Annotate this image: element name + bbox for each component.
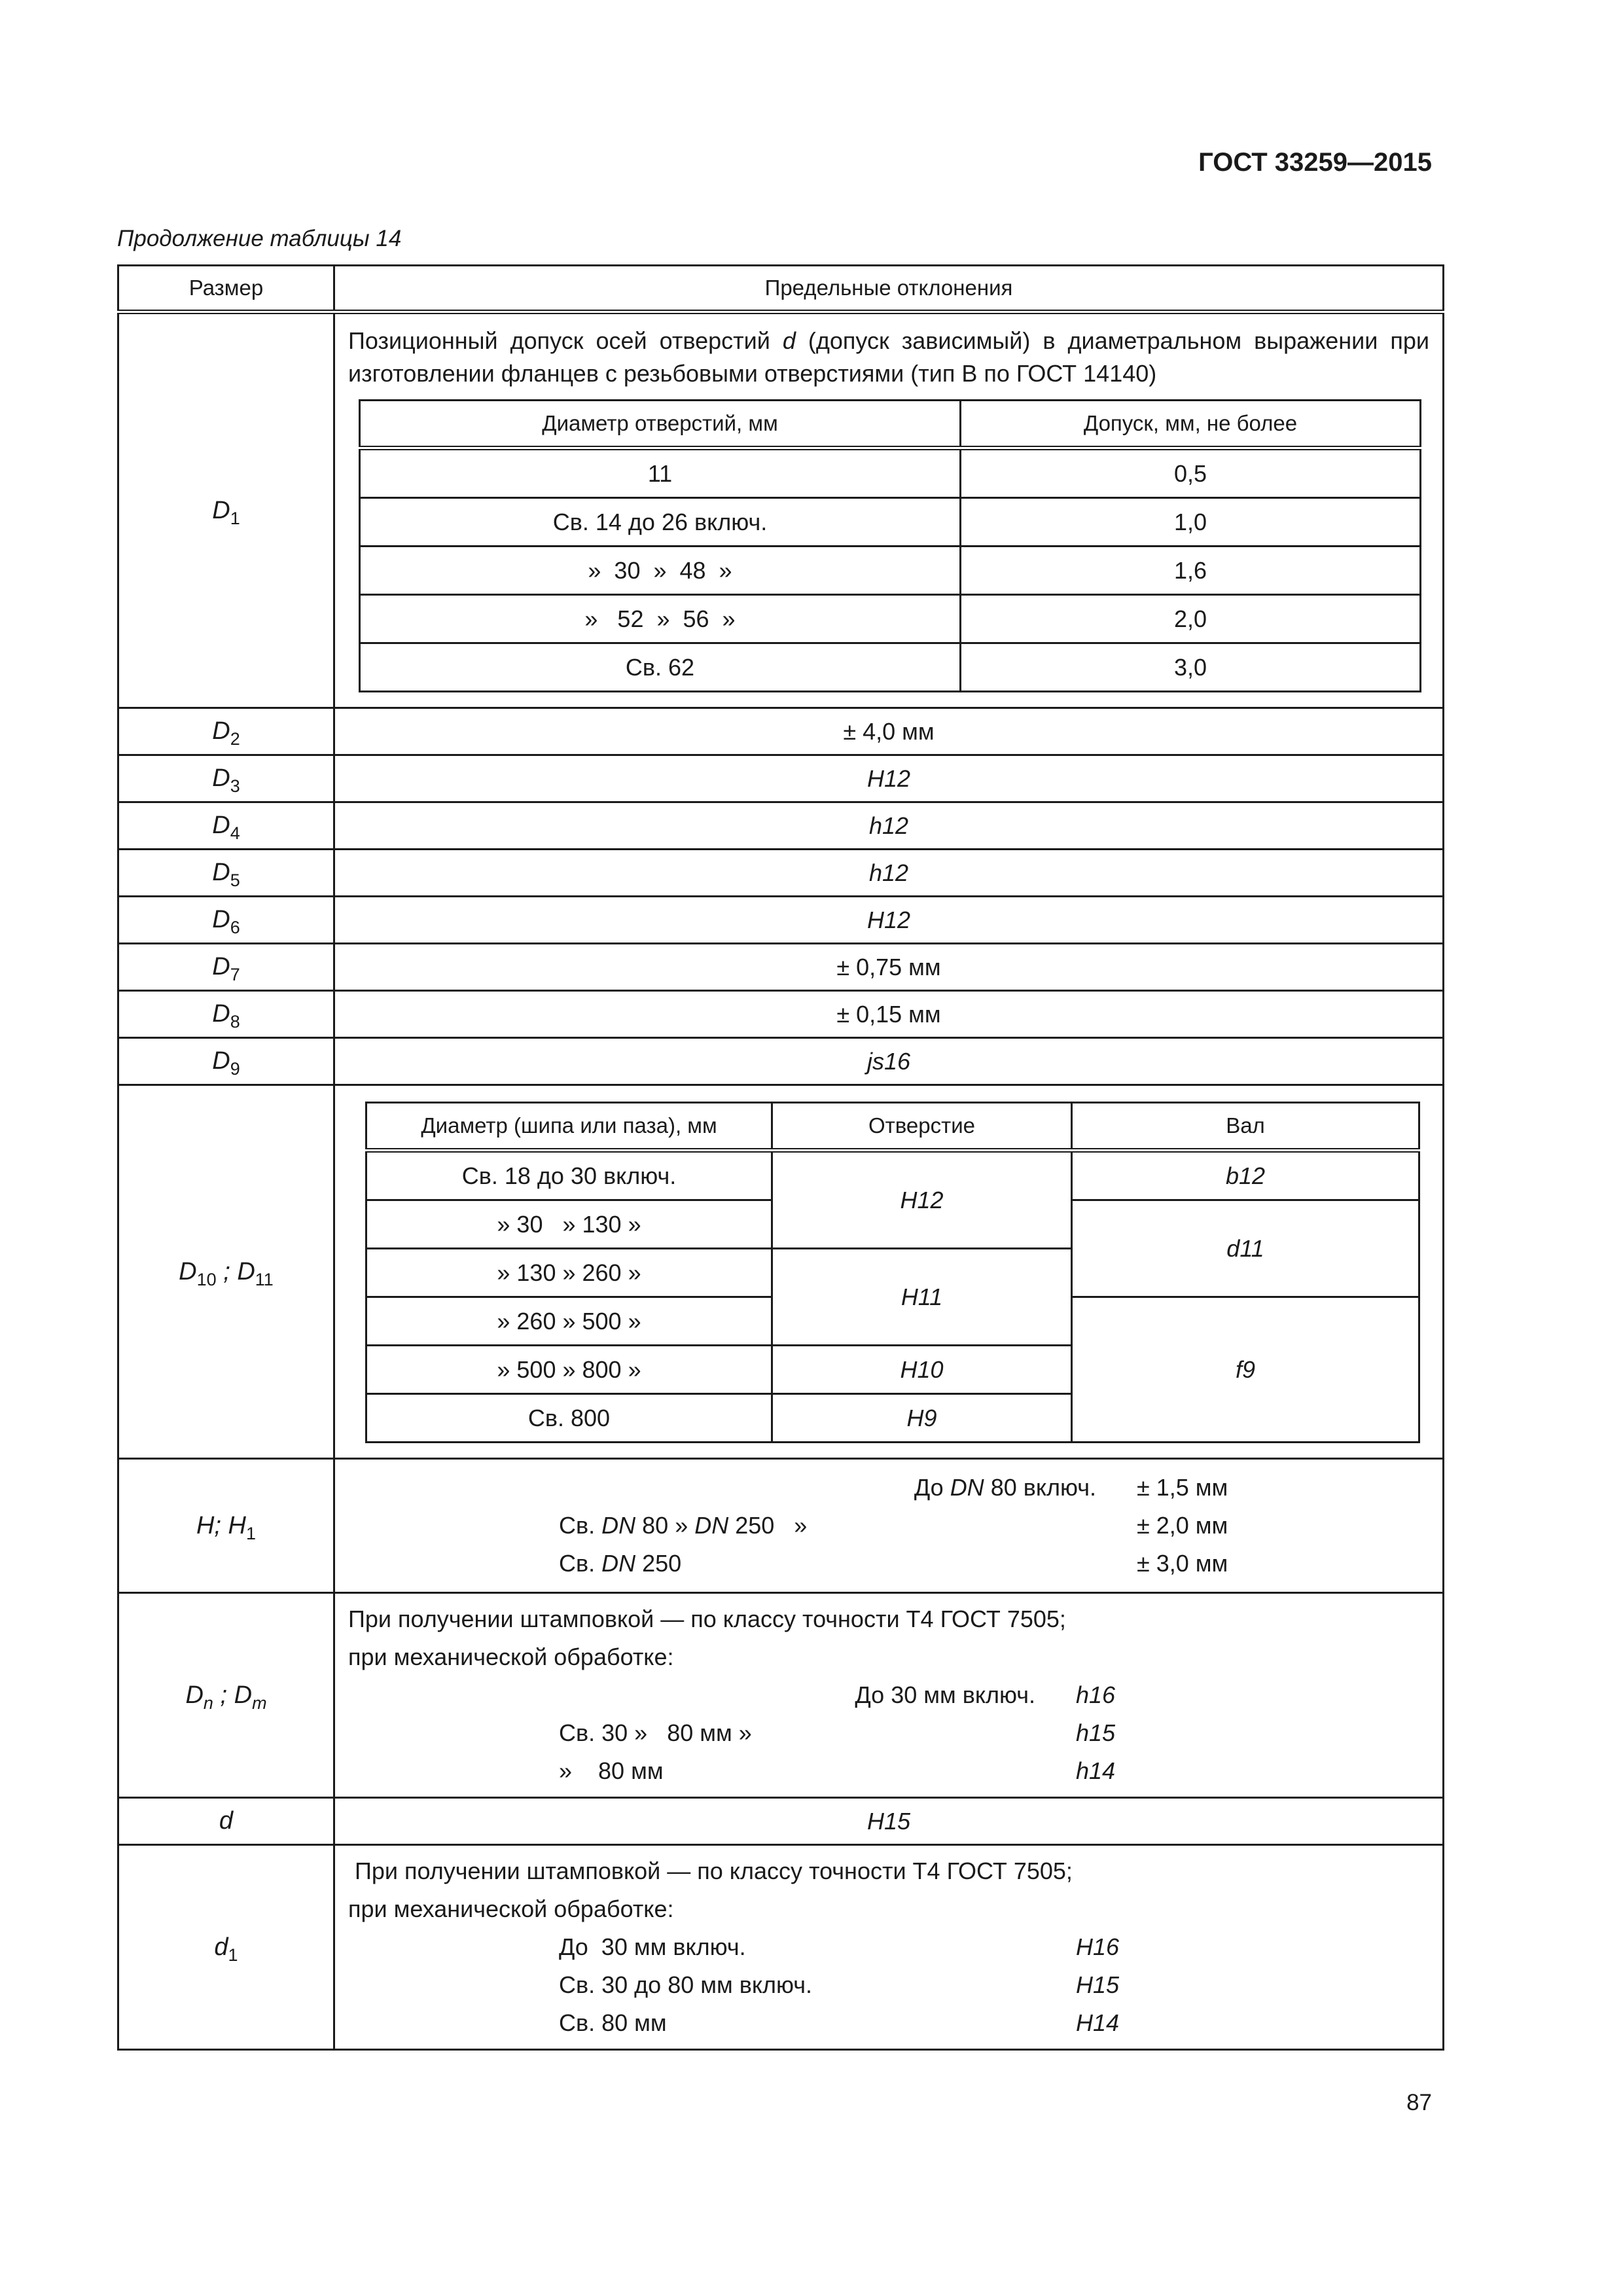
cell-shaft: d11 [1072, 1200, 1419, 1297]
row-label-d1: $D_1$ [118, 312, 334, 708]
tolerance-key: До 30 мм включ. [855, 1681, 1035, 1708]
tolerance-key: Св. 80 мм [559, 2009, 667, 2036]
cell-shaft: f9 [1072, 1297, 1419, 1443]
list-item [348, 1545, 1429, 1583]
tolerance-value: H15 [1076, 1971, 1120, 1998]
document-header: ГОСТ 33259—2015 [1198, 148, 1432, 177]
cell-tolerance: 0,5 [961, 448, 1421, 498]
row-label: $D_7$ [118, 944, 334, 991]
row-label: $D_9$ [118, 1038, 334, 1085]
row-label: $D_5$ [118, 850, 334, 897]
cell-diameter: » 130 » 260 » [366, 1249, 772, 1297]
table-caption: Продолжение таблицы 14 [117, 226, 402, 251]
cell-hole: H11 [772, 1249, 1072, 1346]
column-header-deviations: Предельные отклонения [334, 266, 1444, 312]
table-row [360, 448, 1421, 498]
table-row [360, 498, 1421, 547]
table-row-d1-small [118, 1845, 1444, 2050]
row-value: js16 [334, 1038, 1444, 1085]
row-value: h12 [334, 802, 1444, 850]
list-item [348, 1714, 1429, 1752]
row-label: $D_8$ [118, 991, 334, 1038]
d1-hole-tolerance-table [359, 399, 1421, 692]
list-item [348, 2004, 1429, 2042]
row-value: ± 0,15 мм [334, 991, 1444, 1038]
tolerance-value: H16 [1076, 1933, 1120, 1960]
list-item [348, 1966, 1429, 2004]
list-item [348, 1752, 1429, 1790]
row-value: ± 0,75 мм [334, 944, 1444, 991]
row-value: h12 [334, 850, 1444, 897]
cell-shaft: b12 [1072, 1151, 1419, 1200]
row-label-d10-d11: $D_{10}$ ; $D_{11}$ [118, 1085, 334, 1459]
row-value: H15 [334, 1798, 1444, 1845]
cell-tolerance: 2,0 [961, 595, 1421, 643]
tolerance-key: » 80 мм [559, 1757, 664, 1784]
row-label-d: d [118, 1798, 334, 1845]
h-content [334, 1459, 1444, 1593]
d1-description: Позиционный допуск осей отверстий d (допуск зависимый) в диаметральном выражении при изготовлении фланцев с резьбовыми отверстиями (тип В по ГОСТ 14140) [348, 327, 1429, 387]
tolerance-key: До 30 мм включ. [559, 1933, 746, 1960]
list-item [348, 1507, 1429, 1545]
table-row [366, 1151, 1419, 1200]
tolerance-key: Св. 30 » 80 мм » [559, 1719, 752, 1746]
row-value: H12 [334, 897, 1444, 944]
tolerance-value: H14 [1076, 2009, 1120, 2036]
d1-small-content [334, 1845, 1444, 2050]
cell-tolerance: 1,0 [961, 498, 1421, 547]
cell-diameter: 11 [360, 448, 961, 498]
tolerance-value: ± 3,0 мм [1137, 1550, 1228, 1577]
dn-text-line1: При получении штамповкой — по классу точности Т4 ГОСТ 7505; [348, 1605, 1066, 1632]
tolerance-key: Св. DN 80 » DN 250 » [559, 1512, 808, 1539]
table-row-d9 [118, 1038, 1444, 1085]
cell-tolerance: 3,0 [961, 643, 1421, 692]
table-row-dn-dm [118, 1593, 1444, 1798]
row-label-h: H; $H_1$ [118, 1459, 334, 1593]
inner-header-diameter: Диаметр отверстий, мм [360, 401, 961, 448]
cell-diameter: Св. 14 до 26 включ. [360, 498, 961, 547]
h-tolerance-list [348, 1460, 1429, 1592]
dn-content [334, 1593, 1444, 1798]
cell-diameter: » 260 » 500 » [366, 1297, 772, 1346]
row-label: $D_6$ [118, 897, 334, 944]
cell-hole: H10 [772, 1346, 1072, 1394]
tolerance-value: ± 2,0 мм [1137, 1512, 1228, 1539]
cell-diameter: » 52 » 56 » [360, 595, 961, 643]
tolerance-value: h15 [1076, 1719, 1116, 1746]
d1-content [334, 312, 1444, 708]
dn-text-line2: при механической обработке: [348, 1643, 674, 1670]
tolerance-key: Св. DN 250 [559, 1550, 682, 1577]
fit-table [365, 1102, 1420, 1443]
d10-content [334, 1085, 1444, 1459]
table-row-h [118, 1459, 1444, 1593]
cell-tolerance: 1,6 [961, 547, 1421, 595]
cell-hole: H12 [772, 1151, 1072, 1249]
table-row [360, 595, 1421, 643]
list-item [348, 1928, 1429, 1966]
row-label-dn-dm: $D_n$ ; $D_m$ [118, 1593, 334, 1798]
cell-hole: H9 [772, 1394, 1072, 1443]
inner-header-tolerance: Допуск, мм, не более [961, 401, 1421, 448]
tolerance-key: До DN 80 включ. [914, 1474, 1096, 1501]
table-row-d7 [118, 944, 1444, 991]
row-value: ± 4,0 мм [334, 708, 1444, 755]
cell-diameter: » 30 » 48 » [360, 547, 961, 595]
table-row-d10-d11 [118, 1085, 1444, 1459]
tolerance-value: h14 [1076, 1757, 1116, 1784]
column-header-size: Размер [118, 266, 334, 312]
row-label: $D_4$ [118, 802, 334, 850]
cell-diameter: Св. 800 [366, 1394, 772, 1443]
table-row [360, 547, 1421, 595]
d1-text-line1: При получении штамповкой — по классу точности Т4 ГОСТ 7505; [348, 1857, 1073, 1884]
tolerance-value: ± 1,5 мм [1137, 1474, 1228, 1501]
table-row-d3 [118, 755, 1444, 802]
table-row-d [118, 1798, 1444, 1845]
inner-header-hole: Отверстие [772, 1103, 1072, 1151]
table-row-d5 [118, 850, 1444, 897]
table-row-d6 [118, 897, 1444, 944]
inner-header-shaft: Вал [1072, 1103, 1419, 1151]
tolerance-table [117, 264, 1444, 2051]
cell-diameter: Св. 18 до 30 включ. [366, 1151, 772, 1200]
cell-diameter: » 500 » 800 » [366, 1346, 772, 1394]
row-label: $D_3$ [118, 755, 334, 802]
list-item [348, 1469, 1429, 1507]
tolerance-key: Св. 30 до 80 мм включ. [559, 1971, 812, 1998]
d1-text-line2: при механической обработке: [348, 1895, 674, 1922]
cell-diameter: » 30 » 130 » [366, 1200, 772, 1249]
row-label-d1-small: $d_1$ [118, 1845, 334, 2050]
table-row-d2 [118, 708, 1444, 755]
list-item [348, 1676, 1429, 1714]
cell-diameter: Св. 62 [360, 643, 961, 692]
table-row-d4 [118, 802, 1444, 850]
table-row-d8 [118, 991, 1444, 1038]
page-number: 87 [1406, 2090, 1432, 2115]
inner-header-diameter: Диаметр (шипа или паза), мм [366, 1103, 772, 1151]
tolerance-value: h16 [1076, 1681, 1116, 1708]
row-value: H12 [334, 755, 1444, 802]
table-row [360, 643, 1421, 692]
row-label: $D_2$ [118, 708, 334, 755]
table-row-d1 [118, 312, 1444, 708]
